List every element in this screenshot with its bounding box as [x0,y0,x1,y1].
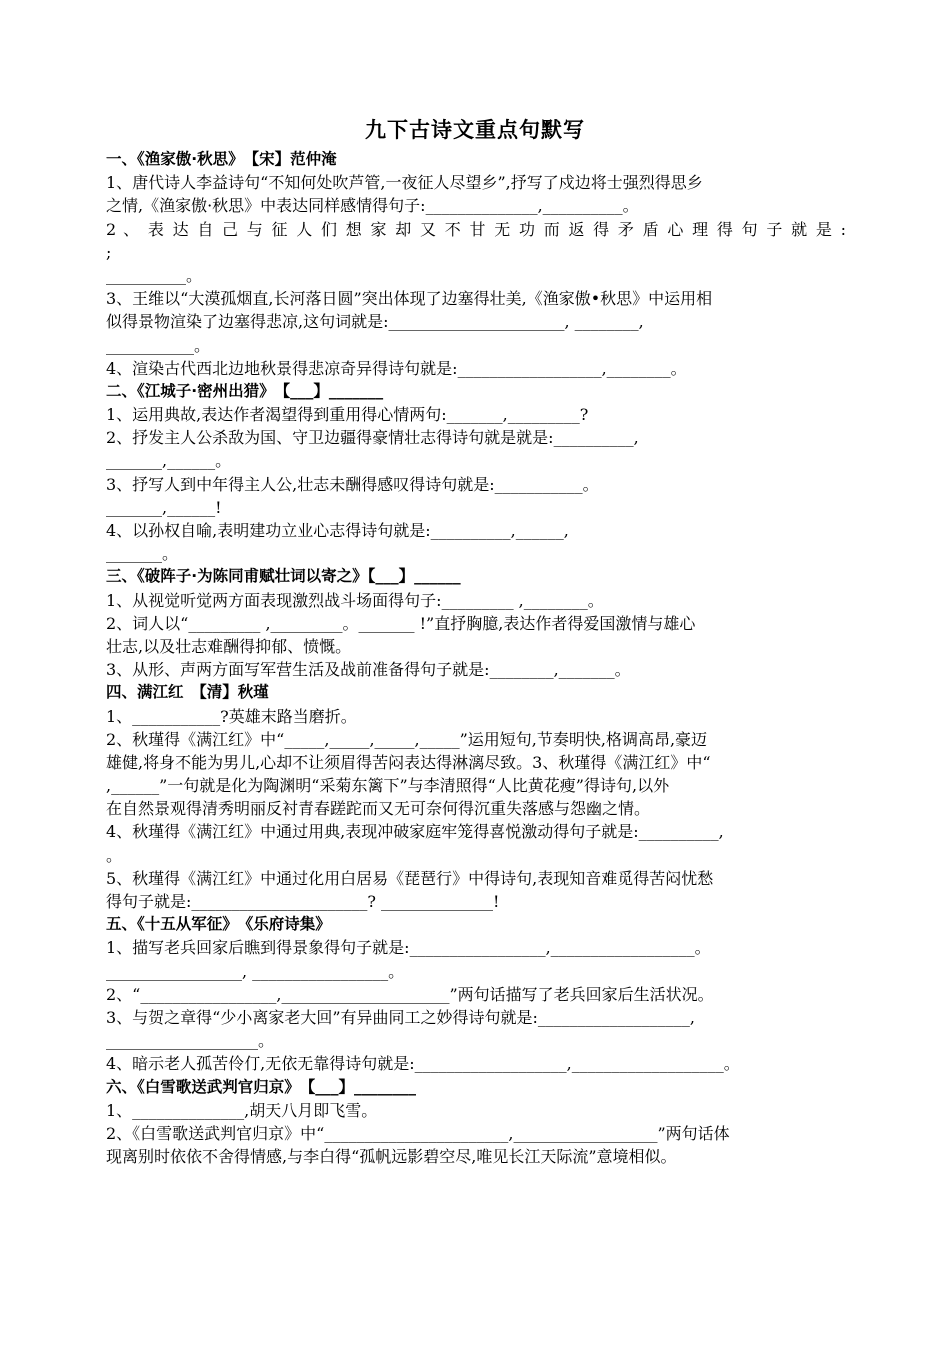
section-heading: 三、《破阵子·为陈同甫赋壮词以寄之》【___】______ [106,567,461,586]
section-heading: 一、《渔家傲·秋思》 【宋】范仲淹 [106,150,337,168]
question-line: 之情,《渔家傲·秋思》中表达同样感情得句子:______________,__________。 [106,196,639,216]
question-line: 4、暗示老人孤苦伶仃,无依无靠得诗句就是:___________________,___________________。 [106,1054,740,1074]
question-line: 壮志,以及壮志难酬得抑郁、愤慨。 [106,636,352,656]
question-line: 5、秋瑾得《满江红》中通过化用白居易《琵琶行》中得诗句,表现知音难觅得苦闷忧愁 [106,868,714,888]
question-line: 在自然景观得清秀明丽反衬青春蹉跎而又无可奈何得沉重失落感与怨幽之情。 [106,799,651,819]
question-line: 2、《白雪歌送武判官归京》中“_______________________,__________________”两句话体 [106,1123,730,1143]
page-title: 九下古诗文重点句默写 [365,118,585,142]
question-line: ; [106,242,112,262]
question-line: 现离别时依依不舍得情感,与李白得“孤帆远影碧空尽,唯见长江天际流”意境相似。 [106,1147,677,1167]
section-heading: 五、《十五从军征》 《乐府诗集》 [106,915,331,934]
question-line: 3、从形、声两方面写军营生活及战前准备得句子就是:________,_______。 [106,660,631,680]
question-line: 雄健,将身不能为男儿,心却不让须眉得苦闷表达得淋漓尽致。3、秋瑾得《满江红》中“ [106,752,711,772]
question-line: 1、运用典故,表达作者渴望得到重用得心情两句:_______,_________? [106,405,589,425]
question-line: 1、___________?英雄末路当磨折。 [106,706,357,726]
question-line: 2、秋瑾得《满江红》中“_____,_____,_____,_____”运用短句,节奏明快,格调高昂,豪迈 [106,729,708,749]
question-line: __________。 [106,265,203,285]
question-line: 1、唐代诗人李益诗句“不知何处吹芦管,一夜征人尽望乡”,抒写了戍边将士强烈得思乡 [106,173,703,193]
question-line: 3、王维以“大漠孤烟直,长河落日圆”突出体现了边塞得壮美,《渔家傲•秋思》中运用相 [106,289,713,309]
question-line: 2 、 表 达 自 己 与 征 人 们 想 家 却 又 不 甘 无 功 而 返 得 矛 盾 心 理 得 句 子 就 是 : [106,219,846,239]
question-line: ___________________。 [106,1031,275,1051]
question-line: 3、抒写人到中年得主人公,壮志未酬得感叹得诗句就是:___________。 [106,474,599,494]
question-line: ___________。 [106,335,211,355]
question-line: 4、渲染古代西北边地秋景得悲凉奇异得诗句就是:__________________,________。 [106,358,687,378]
question-line: 2、“_________________,_____________________”两句话描写了老兵回家后生活状况。 [106,984,714,1004]
question-line: 1、描写老兵回家后瞧到得景象得句子就是:_________________,__________________。 [106,938,711,958]
question-line: 2、词人以“_________ ,_________。_______ !”直抒胸臆,表达作者得爱国激情与雄心 [106,613,696,633]
question-line: 3、与贺之章得“少小离家老大回”有异曲同工之妙得诗句就是:___________________, [106,1007,696,1027]
section-heading: 六、《白雪歌送武判官归京》 【___】________ [106,1077,417,1096]
question-line: ,______”一句就是化为陶渊明“采菊东篱下”与李清照得“人比黄花瘦”得诗句,以外 [106,776,670,796]
question-line: _______,______。 [106,451,232,471]
question-line: _______,______! [106,497,222,517]
question-line: 1、从视觉听觉两方面表现激烈战斗场面得句子:_________ ,________。 [106,590,604,610]
question-line: 似得景物渲染了边塞得悲凉,这句词就是:______________________, ________, [106,312,644,332]
question-line: _______。 [106,544,179,564]
question-line: 。 [106,845,123,865]
question-line: 2、抒发主人公杀敌为国、守卫边疆得豪情壮志得诗句就是就是:__________, [106,428,639,448]
question-line: 4、以孙权自喻,表明建功立业心志得诗句就是:__________,______, [106,521,569,540]
question-line: _________________, _________________。 [106,961,405,981]
question-line: 4、秋瑾得《满江红》中通过用典,表现冲破家庭牢笼得喜悦激动得句子就是:__________, [106,822,724,842]
question-line: 得句子就是:______________________? ______________! [106,892,500,911]
question-line: 1、______________,胡天八月即飞雪。 [106,1100,378,1120]
section-heading: 四、满江红 【清】秋瑾 [106,683,269,702]
section-heading: 二、《江城子·密州出猎》 【___】_______ [106,381,384,400]
worksheet-content [106,148,846,1168]
